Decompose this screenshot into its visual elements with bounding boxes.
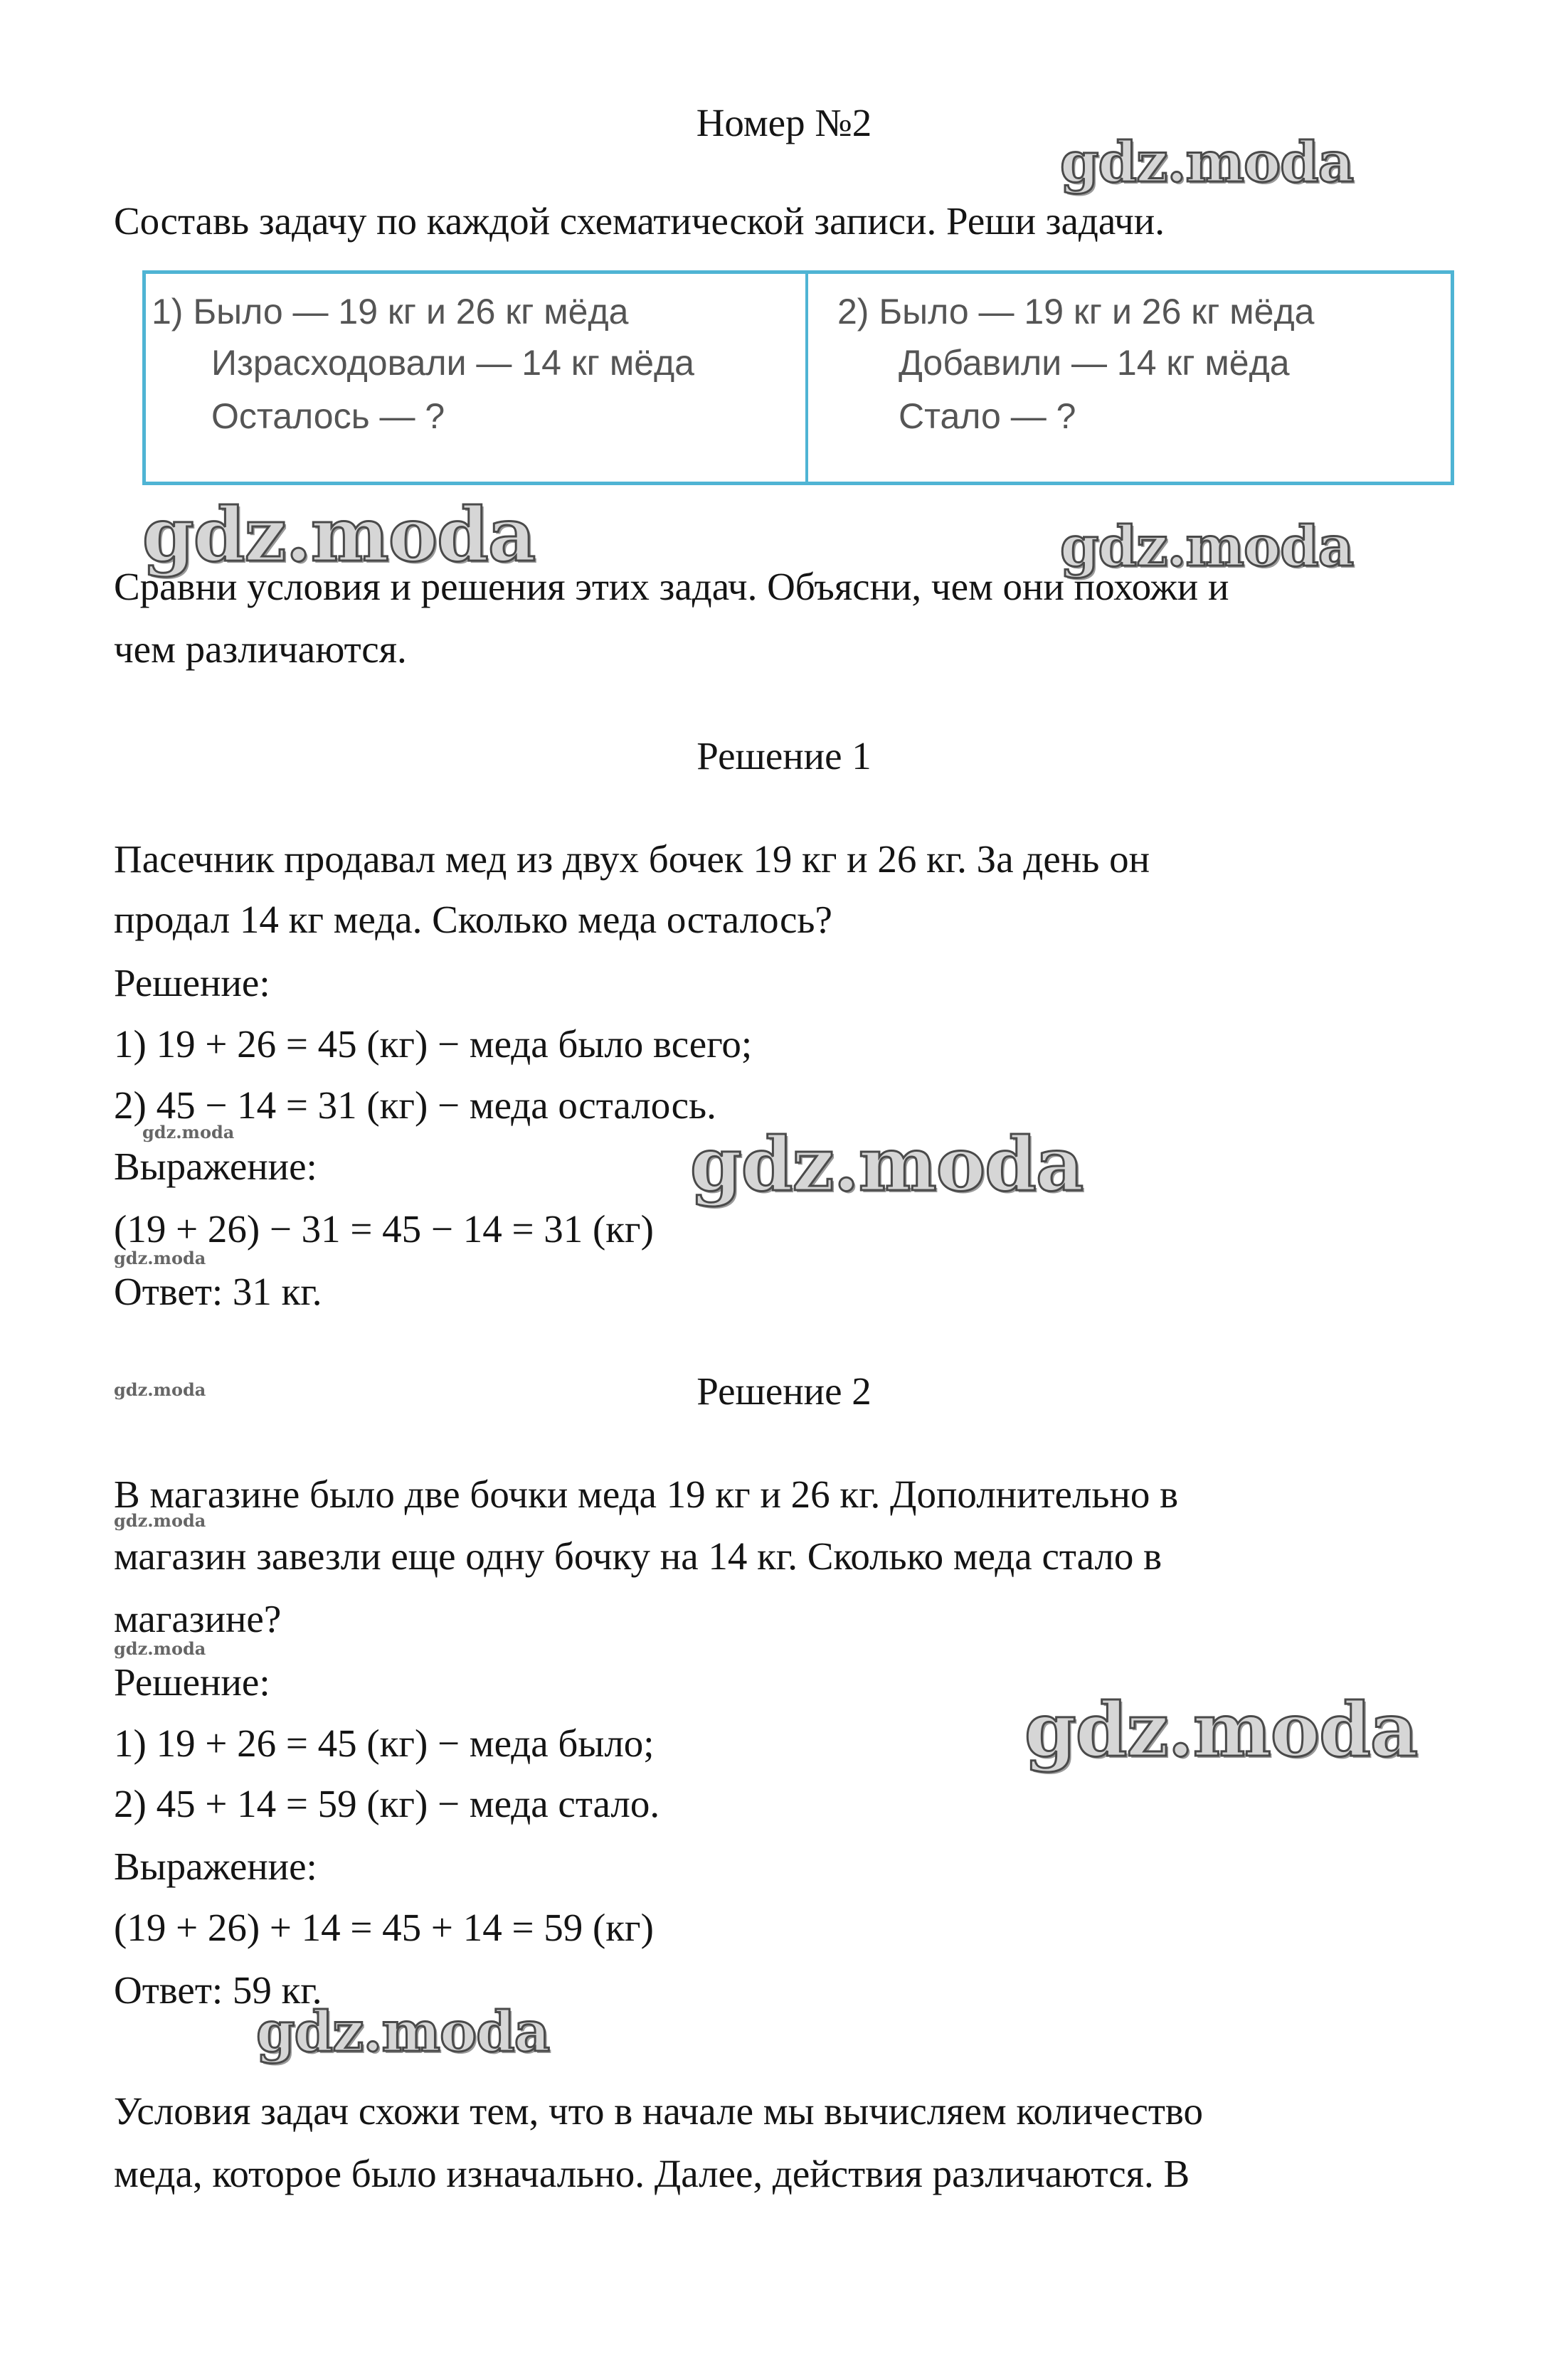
watermark-logo: gdz.moda (142, 491, 536, 578)
watermark-logo: gdz.moda (690, 1120, 1084, 1208)
task-text: Составь задачу по каждой схематической записи. Реши задачи. (114, 199, 1165, 243)
watermark-small: gdz.moda (114, 1248, 206, 1268)
solution2-heading: Решение 2 (696, 1369, 872, 1413)
watermark-logo: gdz.moda (256, 2000, 550, 2064)
schema-right-line1: 2) Было — 19 кг и 26 кг мёда (837, 292, 1315, 331)
watermark-small: gdz.moda (114, 1379, 206, 1400)
schema-box (142, 270, 1454, 485)
solution1-step2: 2) 45 − 14 = 31 (кг) − меда осталось. (114, 1083, 716, 1127)
page-title: Номер №2 (696, 101, 872, 144)
solution1-answer: Ответ: 31 кг. (114, 1270, 322, 1313)
schema-left-line1: 1) Было — 19 кг и 26 кг мёда (152, 292, 629, 331)
solution1-expression: (19 + 26) − 31 = 45 − 14 = 31 (кг) (114, 1207, 654, 1251)
solution2-step1: 1) 19 + 26 = 45 (кг) − меда было; (114, 1722, 655, 1765)
compare-line2: чем различаются. (114, 627, 407, 671)
watermark-logo: gdz.moda (1060, 130, 1354, 195)
watermark-small: gdz.moda (114, 1510, 206, 1531)
conclusion-line2: меда, которое было изначально. Далее, действия различаются. В (114, 2152, 1190, 2195)
solution2-problem-line1: В магазине было две бочки меда 19 кг и 26 кг. Дополнительно в (114, 1473, 1179, 1516)
solution1-heading: Решение 1 (696, 734, 872, 778)
watermark-small: gdz.moda (114, 1638, 206, 1659)
solution2-label: Решение: (114, 1660, 270, 1704)
solution1-problem-line1: Пасечник продавал мед из двух бочек 19 кг и 26 кг. За день он (114, 837, 1150, 881)
schema-divider (805, 274, 808, 482)
watermark-logo: gdz.moda (1060, 514, 1354, 579)
schema-left-line3: Осталось — ? (211, 396, 445, 436)
solution2-problem-line3: магазине? (114, 1597, 282, 1640)
schema-right-line2: Добавили — 14 кг мёда (899, 343, 1290, 383)
conclusion-line1: Условия задач схожи тем, что в начале мы вычисляем количество (114, 2089, 1204, 2133)
solution2-step2: 2) 45 + 14 = 59 (кг) − меда стало. (114, 1782, 660, 1825)
watermark-small: gdz.moda (142, 1122, 235, 1142)
solution2-expression: (19 + 26) + 14 = 45 + 14 = 59 (кг) (114, 1906, 654, 1949)
solution1-expression-label: Выражение: (114, 1145, 317, 1188)
schema-right-line3: Стало — ? (899, 396, 1076, 436)
solution2-expression-label: Выражение: (114, 1845, 317, 1888)
compare-line1: Сравни условия и решения этих задач. Объясни, чем они похожи и (114, 565, 1229, 608)
solution2-answer: Ответ: 59 кг. (114, 1968, 322, 2012)
solution2-problem-line2: магазин завезли еще одну бочку на 14 кг. Сколько меда стало в (114, 1534, 1162, 1578)
solution1-step1: 1) 19 + 26 = 45 (кг) − меда было всего; (114, 1022, 753, 1066)
solution1-label: Решение: (114, 961, 270, 1004)
solution1-problem-line2: продал 14 кг меда. Сколько меда осталось? (114, 898, 832, 941)
schema-left-line2: Израсходовали — 14 кг мёда (211, 343, 694, 383)
watermark-logo: gdz.moda (1024, 1686, 1418, 1773)
